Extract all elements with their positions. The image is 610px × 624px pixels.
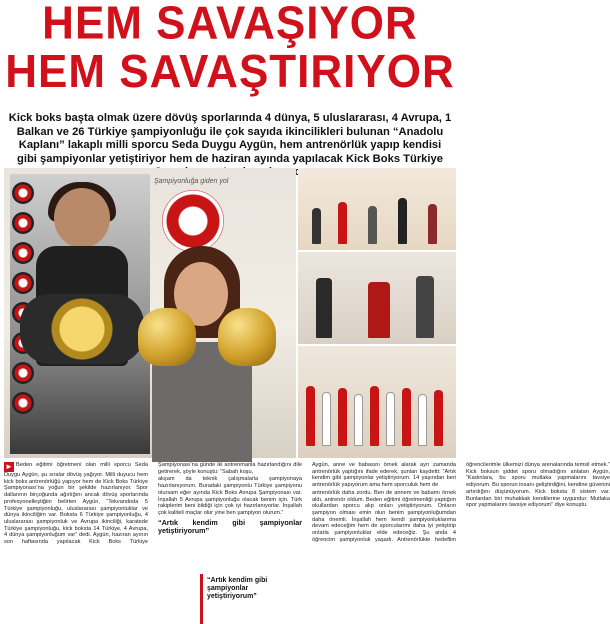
headline	[0, 0, 460, 96]
figure	[386, 392, 395, 446]
figure	[368, 282, 390, 338]
banner-text: Şampiyonluğa giden yol	[154, 178, 229, 185]
figure	[322, 392, 331, 446]
photo-caption	[200, 574, 300, 624]
headline-line-1: HEM SAVAŞIYOR	[42, 0, 418, 50]
photo-collage	[298, 168, 456, 458]
logo-icon	[12, 242, 34, 264]
figure	[428, 204, 437, 244]
championship-belt	[20, 294, 144, 364]
paragraph: antrenörlük daha zordu. Ben de annem ve babamı örnek aldı, antrenör oldum. Beden eğitimi öğretmenliği yaptığım okullardan sporcu alıp onları yetiştiriyorum. Onların şampiyon olması emin olun benim şampiyonluğumdan daha önemli. İnşallah hem kendi şampiyonluklarıma devam edeceğim hem de sporcularımı daha iyi yetiştirip onlarla şampiyonluklar elde edeceğiz. Şu anda 4 öğrencim şampiyonluk yaşadı. Antrenörlükte hedeflim öğrencilerimle ülkemizi dünya arenalarında temsil etmek.” Kick boksun şiddet sporu olmadığını anlatan Aygün, “Kadınlara, bu sporu mutlaka yapmalarını tavsiye ediyorum. Bu sporun insanı geliştirdiğini, kendine güvenini artırdığını düşünüyorum. Kick boksta 8 sistem var. Bunlardan biri muhakkak kendilerine uygundur. Mutlaka spor yapmalarını tavsiye ediyorum” diye konuştu.	[312, 462, 610, 543]
figure	[354, 394, 363, 446]
logo-icon	[12, 182, 34, 204]
boxing-glove-left-icon	[138, 308, 196, 366]
figure	[306, 386, 315, 446]
figure	[402, 388, 411, 446]
training-photo-1	[298, 168, 456, 250]
boxing-glove-right-icon	[218, 308, 276, 366]
logo-icon	[12, 272, 34, 294]
paragraph: Aygün, anne ve babasını örnek alarak ayrı zamanda antrenörlük yaptığını ifade ederek, şunları kaydetti: “Artık kendim gibi şampiyonlar yetiştiriyorum. 14 yaşından beri antrenörlük yapıyorum ama hem sporculuk hem de	[312, 462, 456, 489]
figure	[312, 208, 321, 244]
article-body	[4, 462, 610, 546]
training-photo-3	[298, 346, 456, 458]
poster-face	[54, 188, 110, 248]
figure	[370, 386, 379, 446]
figure	[338, 388, 347, 446]
deck-text: Kick boks başta olmak üzere dövüş sporlarında 4 dünya, 5 uluslararası, 4 Avrupa, 1 Balkan ve 26 Türkiye şampiyonluğu ile çok sayıda ikincilikleri bulunan “Anadolu Kaplanı” lakaplı milli sporcu Seda Duygu Aygün, hem antrenörlük yapıp kendisi gibi şampiyonlar yetiştiriyor hem de haziran ayında yapılacak Kick Boks Türkiye	[8, 112, 452, 165]
figure	[316, 278, 332, 338]
figure	[416, 276, 434, 338]
federation-emblem-icon	[162, 190, 224, 252]
paragraph: akşam da teknik çalışmalarla şampiyonaya hazırlanıyorum. Buradaki şampiyonlu Türkiye şampiyonu olursam eğer ayında Kick Boks Avrupa Şampiyonası var. İnşallah 5 Avrupa şampiyonluğu olacak benim için. Türk rakiplerim beni bildiği için çok iyi hazırlanıyorlar. İnşallah çok kaliteli maçlar olur yine ben şampiyon olurum.”	[158, 476, 302, 516]
figure	[418, 394, 427, 446]
arrow-icon: ►	[5, 462, 13, 471]
figure	[398, 198, 407, 244]
athlete-photo	[138, 246, 268, 458]
caption-title: “Artık kendim gibi şampiyonlar yetiştiriyorum”	[207, 577, 268, 600]
figure	[368, 206, 377, 244]
paragraph-text: Beden eğitimi öğretmeni olan milli sporcu Seda Duygu Aygün, şu sıralar dövüş yağıyor. Milli duyucu hem kick boks antrenörlüğü yapıyor hem de Kick Boks Türkiye Şampiyonası’na yoğun bir şekilde hazırlanıyor. Spor dallarının birçoğunda ağırlığını ancak dövüş sporlarında profesyonelleştiğini belirten Aygün, “Tekvandoda 5 Türkiye şampiyonluğu, uluslararası şampiyonluklar ve dünya ikinciliğim var. Boksta 6 Türkiye şampiyonluğu, 4 uluslararası şampiyonluk ve Avrupa ikinciliği, karatede Türkiye şampiyonluğu, kick boksta 14 Türkiye, 4 Avrupa, 4 dünya şampiyonluğum var” dedi. Aygün, hazıran ayının son haftasında yapılacak Kick Boks Türkiye Şampiyonası’na günde iki antrenmanla hazırlandığını dile getirerek, şöyle konuştu: “Sabah koşu,	[4, 462, 302, 546]
poster-image	[10, 174, 150, 454]
logo-icon	[12, 212, 34, 234]
training-photo-2	[298, 252, 456, 344]
figure	[434, 390, 443, 446]
figure	[338, 202, 347, 244]
logo-icon	[12, 362, 34, 384]
logo-icon	[12, 392, 34, 414]
headline-line-2: HEM SAVAŞTIRIYOR	[5, 45, 455, 98]
subheading: “Artık kendim gibi şampiyonlar yetiştiriyorum”	[158, 517, 302, 535]
